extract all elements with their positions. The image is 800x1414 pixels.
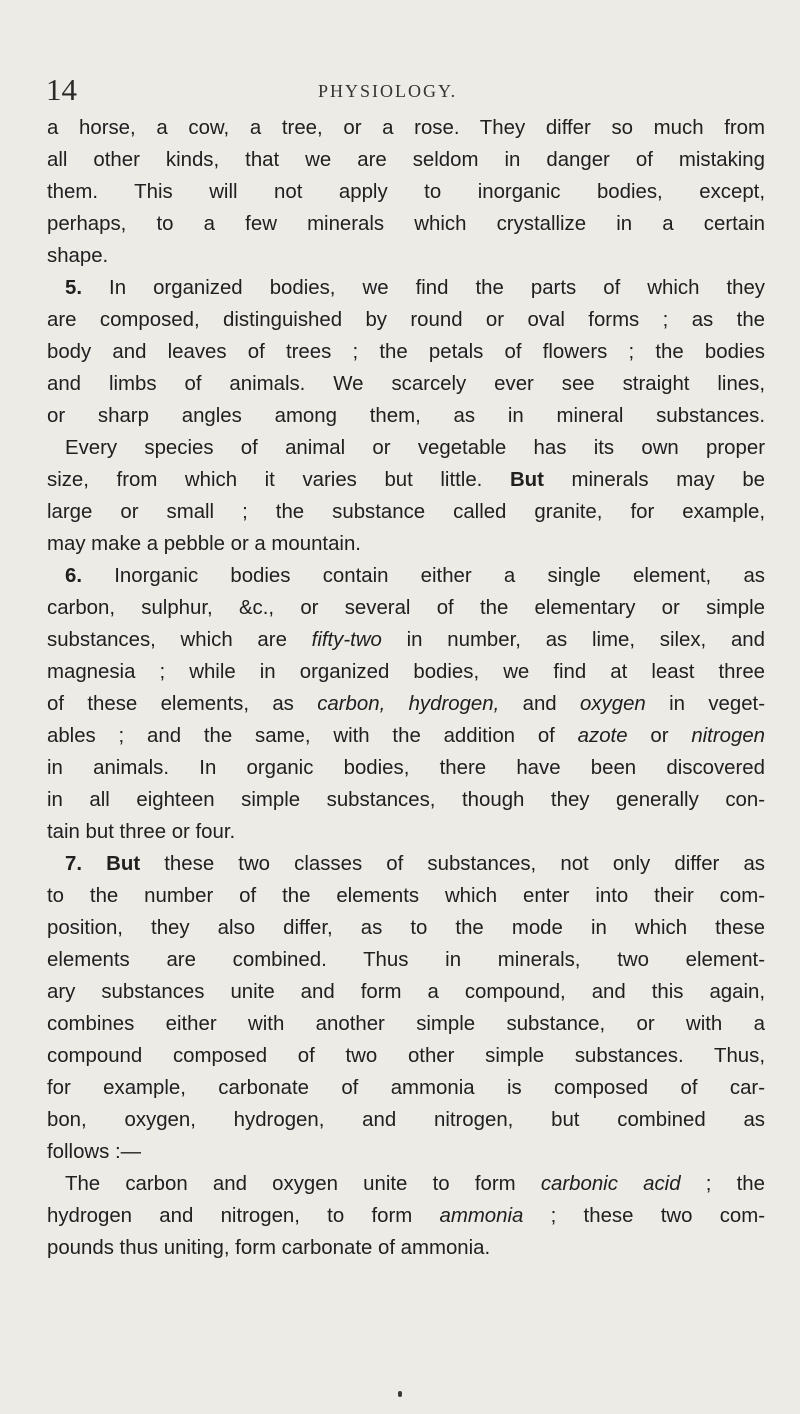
text-line: in animals. In organic bodies, there have been discovered [47, 757, 765, 779]
text-line: them. This will not apply to inorganic bodies, except, [47, 181, 765, 203]
text-line: compound composed of two other simple substances. Thus, [47, 1045, 765, 1067]
text-line: Every species of animal or vegetable has its own proper [65, 437, 765, 459]
text-line: perhaps, to a few minerals which crystallize in a certain [47, 213, 765, 235]
text-line: shape. [47, 245, 109, 267]
running-head [46, 70, 758, 110]
text-line: are composed, distinguished by round or oval forms ; as the [47, 309, 765, 331]
text-line: 7. But these two classes of substances, not only differ as [65, 853, 765, 875]
text-line: all other kinds, that we are seldom in danger of mistaking [47, 149, 765, 171]
text-line: of these elements, as carbon, hydrogen, and oxygen in veget- [47, 693, 765, 715]
running-title: PHYSIOLOGY. [318, 81, 458, 101]
text-line: carbon, sulphur, &c., or several of the elementary or simple [47, 597, 765, 619]
text-line: body and leaves of trees ; the petals of flowers ; the bodies [47, 341, 765, 363]
text-line: 6. Inorganic bodies contain either a single element, as [65, 565, 765, 587]
text-line: for example, carbonate of ammonia is composed of car- [47, 1077, 765, 1099]
text-line: a horse, a cow, a tree, or a rose. They differ so much from [47, 117, 765, 139]
text-line: to the number of the elements which enter into their com- [47, 885, 765, 907]
text-line: and limbs of animals. We scarcely ever see straight lines, [47, 373, 765, 395]
text-line: elements are combined. Thus in minerals, two element- [47, 949, 765, 971]
text-line: may make a pebble or a mountain. [47, 533, 361, 555]
text-line: combines either with another simple substance, or with a [47, 1013, 765, 1035]
text-line: size, from which it varies but little. But minerals may be [47, 469, 766, 491]
text-line: 5. In organized bodies, we find the parts of which they [65, 277, 765, 299]
text-line: bon, oxygen, hydrogen, and nitrogen, but combined as [47, 1109, 765, 1131]
ink-speck [398, 1391, 402, 1397]
text-line: large or small ; the substance called granite, for example, [47, 501, 765, 523]
text-line: magnesia ; while in organized bodies, we find at least three [47, 661, 765, 683]
text-line: ary substances unite and form a compound, and this again, [47, 981, 765, 1003]
page-number: 14 [46, 72, 77, 107]
text-line: hydrogen and nitrogen, to form ammonia ; these two com- [47, 1205, 766, 1227]
text-line: follows :— [47, 1141, 142, 1163]
text-line: ables ; and the same, with the addition of azote or nitrogen [47, 725, 765, 747]
text-line: position, they also differ, as to the mode in which these [47, 917, 765, 939]
text-line: in all eighteen simple substances, though they generally con- [47, 789, 765, 811]
body-text [47, 112, 765, 1264]
text-line: substances, which are fifty-two in number, as lime, silex, and [47, 629, 765, 651]
text-line: or sharp angles among them, as in mineral substances. [47, 405, 765, 427]
text-line: tain but three or four. [47, 821, 236, 843]
text-line: pounds thus uniting, form carbonate of ammonia. [47, 1237, 491, 1259]
text-line: The carbon and oxygen unite to form carbonic acid ; the [65, 1173, 765, 1195]
